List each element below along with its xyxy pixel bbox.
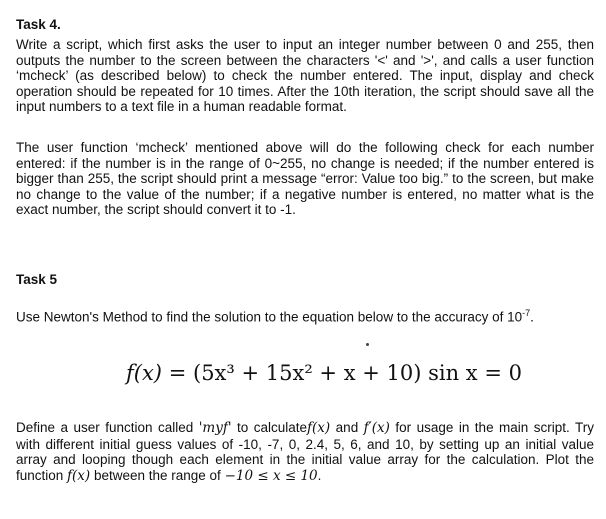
- accuracy-exponent: -7: [522, 308, 531, 318]
- fx-symbol-2: f(x): [67, 467, 91, 484]
- stray-dot: [366, 343, 369, 346]
- task5-paragraph: [16, 420, 594, 484]
- func-name: 'myf': [198, 420, 232, 436]
- para-part-c: and: [330, 420, 364, 435]
- equation-equals: =: [168, 361, 187, 385]
- range-expression: −10 ≤ x ≤ 10: [224, 467, 318, 484]
- task5-heading: Task 5: [16, 272, 58, 287]
- equation-rhs: = 0: [484, 361, 522, 385]
- para-part-e: between the range of: [90, 467, 225, 483]
- para-part-f: .: [317, 467, 322, 483]
- equation-sine: sin x: [428, 361, 478, 385]
- fprime-symbol: f′(x): [363, 420, 390, 436]
- para-part-a: Define a user function called: [16, 420, 199, 435]
- task5-intro: [16, 306, 594, 325]
- equation-lhs: f(x): [126, 361, 163, 385]
- task5-intro-text: Use Newton's Method to find the solution to the equation below to the accuracy of 10: [16, 309, 523, 325]
- task4-paragraph-2: The user function ‘mcheck’ mentioned above will do the following check for each number entered: if the number is in the range of 0~255, no change is needed; if the number entered is bigger than 255, the script should print a message “error: Value too big.” to the screen, but make no change to the value of the number; if a negative number is entered, no matter what is the exact number, the script should convert it to -1.: [16, 140, 594, 217]
- equation-polynomial: (5x³ + 15x² + x + 10): [193, 361, 422, 385]
- para-part-b: to calculate: [231, 420, 308, 435]
- para-part-d: for usage in the main script. Try with different initial guess values of -10, -7, 0, 2.4, 5, 6, and 10, by setting up an initial value array and looping though each element in the initial value array for the calculation. Plot the function: [16, 420, 594, 483]
- task5-intro-end: .: [530, 309, 534, 325]
- fx-symbol: f(x): [307, 420, 331, 436]
- newton-equation: [126, 361, 522, 385]
- task4-heading: Task 4.: [16, 17, 61, 32]
- task4-paragraph-1: Write a script, which first asks the user to input an integer number between 0 and 255, then outputs the number to the screen between the characters '<' and '>', and calls a user function ‘mcheck’ (as described below) to check the number entered. The input, display and check operation should be repeated for 10 times. After the 10th iteration, the script should save all the input numbers to a text file in a human readable format.: [16, 37, 594, 114]
